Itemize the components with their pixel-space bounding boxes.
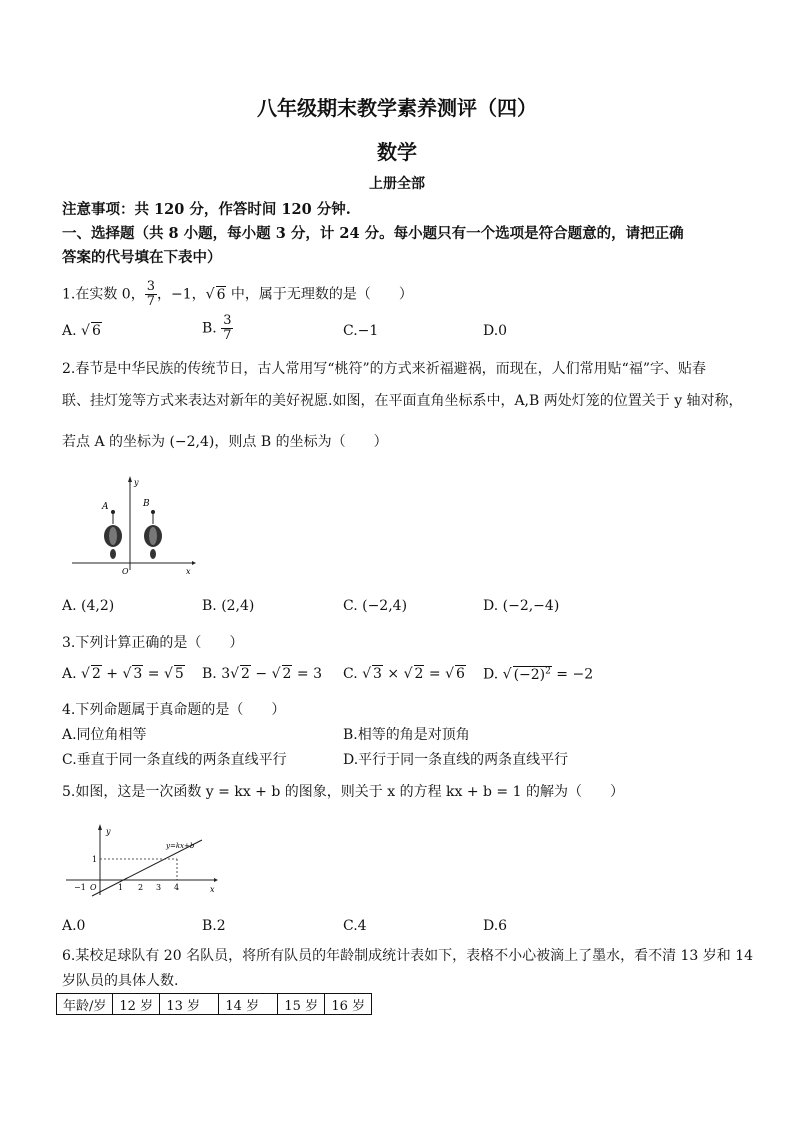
fig5-x-label: x bbox=[210, 885, 215, 894]
q3-c-r3: 6 bbox=[456, 666, 465, 682]
q3-b-label: B. 3 bbox=[202, 666, 231, 682]
scope-subtitle: 上册全部 bbox=[369, 176, 425, 192]
q3-d-rad: (−2) bbox=[513, 666, 546, 683]
exam-title: 八年级期末教学素养测评（四） bbox=[257, 96, 537, 120]
q3-c-r1: 3 bbox=[373, 666, 382, 682]
fig5-tick-neg1: −1 bbox=[74, 883, 86, 892]
question-6-line2: 岁队员的具体人数. bbox=[62, 973, 179, 989]
q3-b-op: − bbox=[250, 666, 272, 682]
q3-d-label: D. bbox=[483, 666, 499, 683]
q2-option-d[interactable]: D. (−2,−4) bbox=[483, 598, 560, 614]
fig5-tick-2: 2 bbox=[138, 883, 144, 892]
q2-option-a[interactable]: A. (4,2) bbox=[62, 598, 115, 614]
q1-suffix: 中，属于无理数的是（ ） bbox=[226, 286, 413, 303]
q3-c-eq: = bbox=[424, 666, 446, 682]
q1-b-label: B. bbox=[202, 320, 217, 337]
q2-option-c[interactable]: C. (−2,4) bbox=[343, 598, 408, 614]
q5-option-c[interactable]: C.4 bbox=[343, 918, 367, 934]
fig2-origin-label: O bbox=[122, 567, 129, 576]
question-2-line3: 若点 A 的坐标为 (−2,4)，则点 B 的坐标为（ ） bbox=[62, 434, 388, 450]
fig5-function-label: y=kx+b bbox=[166, 842, 195, 850]
q1-option-b[interactable] bbox=[202, 314, 233, 343]
q2-option-b[interactable]: B. (2,4) bbox=[202, 598, 255, 614]
q1-option-c[interactable]: C.−1 bbox=[343, 323, 379, 339]
q5-option-b[interactable]: B.2 bbox=[202, 918, 226, 934]
section1-heading-cont: 答案的代号填在下表中） bbox=[62, 249, 222, 266]
q1-prefix: 1.在实数 0， bbox=[62, 286, 145, 303]
question-2-line1: 2.春节是中华民族的传统节日，古人常用写“桃符”的方式来祈福避祸，而现在，人们常用贴“福”字、贴春 bbox=[62, 361, 706, 377]
question-3-stem: 3.下列计算正确的是（ ） bbox=[62, 635, 244, 651]
q3-d-radicand bbox=[513, 666, 552, 683]
q3-c-r2: 2 bbox=[414, 666, 424, 682]
table-cell: 年龄/岁 bbox=[57, 994, 113, 1015]
q3-b-r1: 2 bbox=[241, 666, 250, 682]
q3-a-op: + bbox=[101, 666, 123, 682]
q5-option-d[interactable]: D.6 bbox=[483, 918, 508, 934]
fig5-tick-4: 4 bbox=[174, 883, 180, 892]
q1-option-a[interactable]: A. √ 6 bbox=[62, 323, 101, 339]
lantern-a-icon bbox=[104, 510, 122, 559]
fig5-tick-y1: 1 bbox=[92, 855, 98, 864]
question-4-stem: 4.下列命题属于真命题的是（ ） bbox=[62, 702, 286, 718]
q1-a-label: A. bbox=[62, 323, 77, 339]
notice: 注意事项：共 120 分，作答时间 120 分钟. bbox=[62, 201, 351, 218]
table-cell: 15 岁 bbox=[278, 994, 325, 1015]
q1-b-num: 3 bbox=[223, 313, 232, 328]
q5-option-a[interactable]: A.0 bbox=[62, 918, 86, 934]
fig5-y-label: y bbox=[106, 827, 111, 836]
lantern-b-icon bbox=[144, 510, 162, 559]
q1-sqrt: 6 bbox=[216, 286, 226, 303]
q1-b-fraction bbox=[221, 314, 233, 343]
q3-a-r1: 2 bbox=[91, 666, 101, 682]
question-6-line1: 6.某校足球队有 20 名队员，将所有队员的年龄制成统计表如下，表格不小心被滴上了墨水，看不清 13 岁和 14 bbox=[62, 948, 754, 964]
fig5-tick-3: 3 bbox=[156, 883, 162, 892]
q3-c-op: × bbox=[382, 666, 404, 682]
q1-b-den: 7 bbox=[223, 328, 232, 343]
fig2-b-label: B bbox=[143, 499, 150, 509]
subject-title: 数学 bbox=[377, 140, 417, 164]
q4-option-b[interactable]: B.相等的角是对顶角 bbox=[343, 727, 470, 743]
fig2-a-label: A bbox=[102, 502, 109, 512]
q3-option-b[interactable]: B. 3√ 2 − √ 2 = 3 bbox=[202, 666, 322, 682]
q3-c-label: C. bbox=[343, 666, 358, 682]
q1-frac-den: 7 bbox=[146, 294, 155, 309]
question-1-stem: 1.在实数 0， $\frac{3}{7}$ ，−1，√ 6 中，属于无理数的是（ ） bbox=[62, 279, 413, 309]
lantern-figure bbox=[68, 470, 198, 580]
q3-option-c[interactable]: C. √ 3 × √ 2 = √ 6 bbox=[343, 666, 465, 682]
q3-option-d[interactable]: D. √ $(-2)^2 = -2$ bbox=[483, 666, 594, 683]
q3-d-exp: 2 bbox=[545, 666, 551, 676]
q1-frac-num: 3 bbox=[146, 279, 155, 294]
q4-option-c[interactable]: C.垂直于同一条直线的两条直线平行 bbox=[62, 752, 287, 768]
q3-a-eq: = bbox=[143, 666, 164, 682]
q1-option-d[interactable]: D.0 bbox=[483, 323, 508, 339]
q3-b-r2: 2 bbox=[282, 666, 292, 682]
section1-heading: 一、选择题（共 8 小题，每小题 3 分，计 24 分。每小题只有一个选项是符合题意的，请把正确 bbox=[62, 225, 684, 242]
table-row bbox=[57, 994, 372, 1015]
fig5-origin-label: O bbox=[90, 883, 97, 892]
fig5-tick-1: 1 bbox=[118, 883, 124, 892]
age-table bbox=[56, 993, 372, 1015]
q3-b-eq: = 3 bbox=[292, 666, 322, 682]
table-cell: 12 岁 bbox=[113, 994, 160, 1015]
q3-a-r2: 3 bbox=[133, 666, 143, 682]
table-cell: 14 岁 bbox=[219, 994, 278, 1015]
q3-d-eq: = −2 bbox=[551, 666, 594, 683]
q1-mid: ，−1， bbox=[157, 286, 206, 303]
q1-a-sqrt: 6 bbox=[91, 323, 101, 339]
fig2-x-label: x bbox=[186, 567, 191, 576]
fig2-y-label: y bbox=[134, 478, 139, 487]
table-cell: 13 岁 bbox=[160, 994, 219, 1015]
fraction-3-7 bbox=[145, 280, 157, 309]
table-cell: 16 岁 bbox=[325, 994, 372, 1015]
question-5-stem: 5.如图，这是一次函数 y = kx + b 的图象，则关于 x 的方程 kx + b = 1 的解为（ ） bbox=[62, 784, 624, 800]
q4-option-d[interactable]: D.平行于同一条直线的两条直线平行 bbox=[343, 752, 569, 768]
q3-a-label: A. bbox=[62, 666, 77, 682]
q4-option-a[interactable]: A.同位角相等 bbox=[62, 727, 147, 743]
question-2-line2: 联、挂灯笼等方式来表达对新年的美好祝愿.如图，在平面直角坐标系中，A,B 两处灯笼的位置关于 y 轴对称， bbox=[62, 393, 743, 409]
q3-option-a[interactable]: A. √ 2 + √ 3 = √ 5 bbox=[62, 666, 184, 682]
linear-function-figure bbox=[62, 820, 222, 900]
q3-a-r3: 5 bbox=[174, 666, 184, 682]
